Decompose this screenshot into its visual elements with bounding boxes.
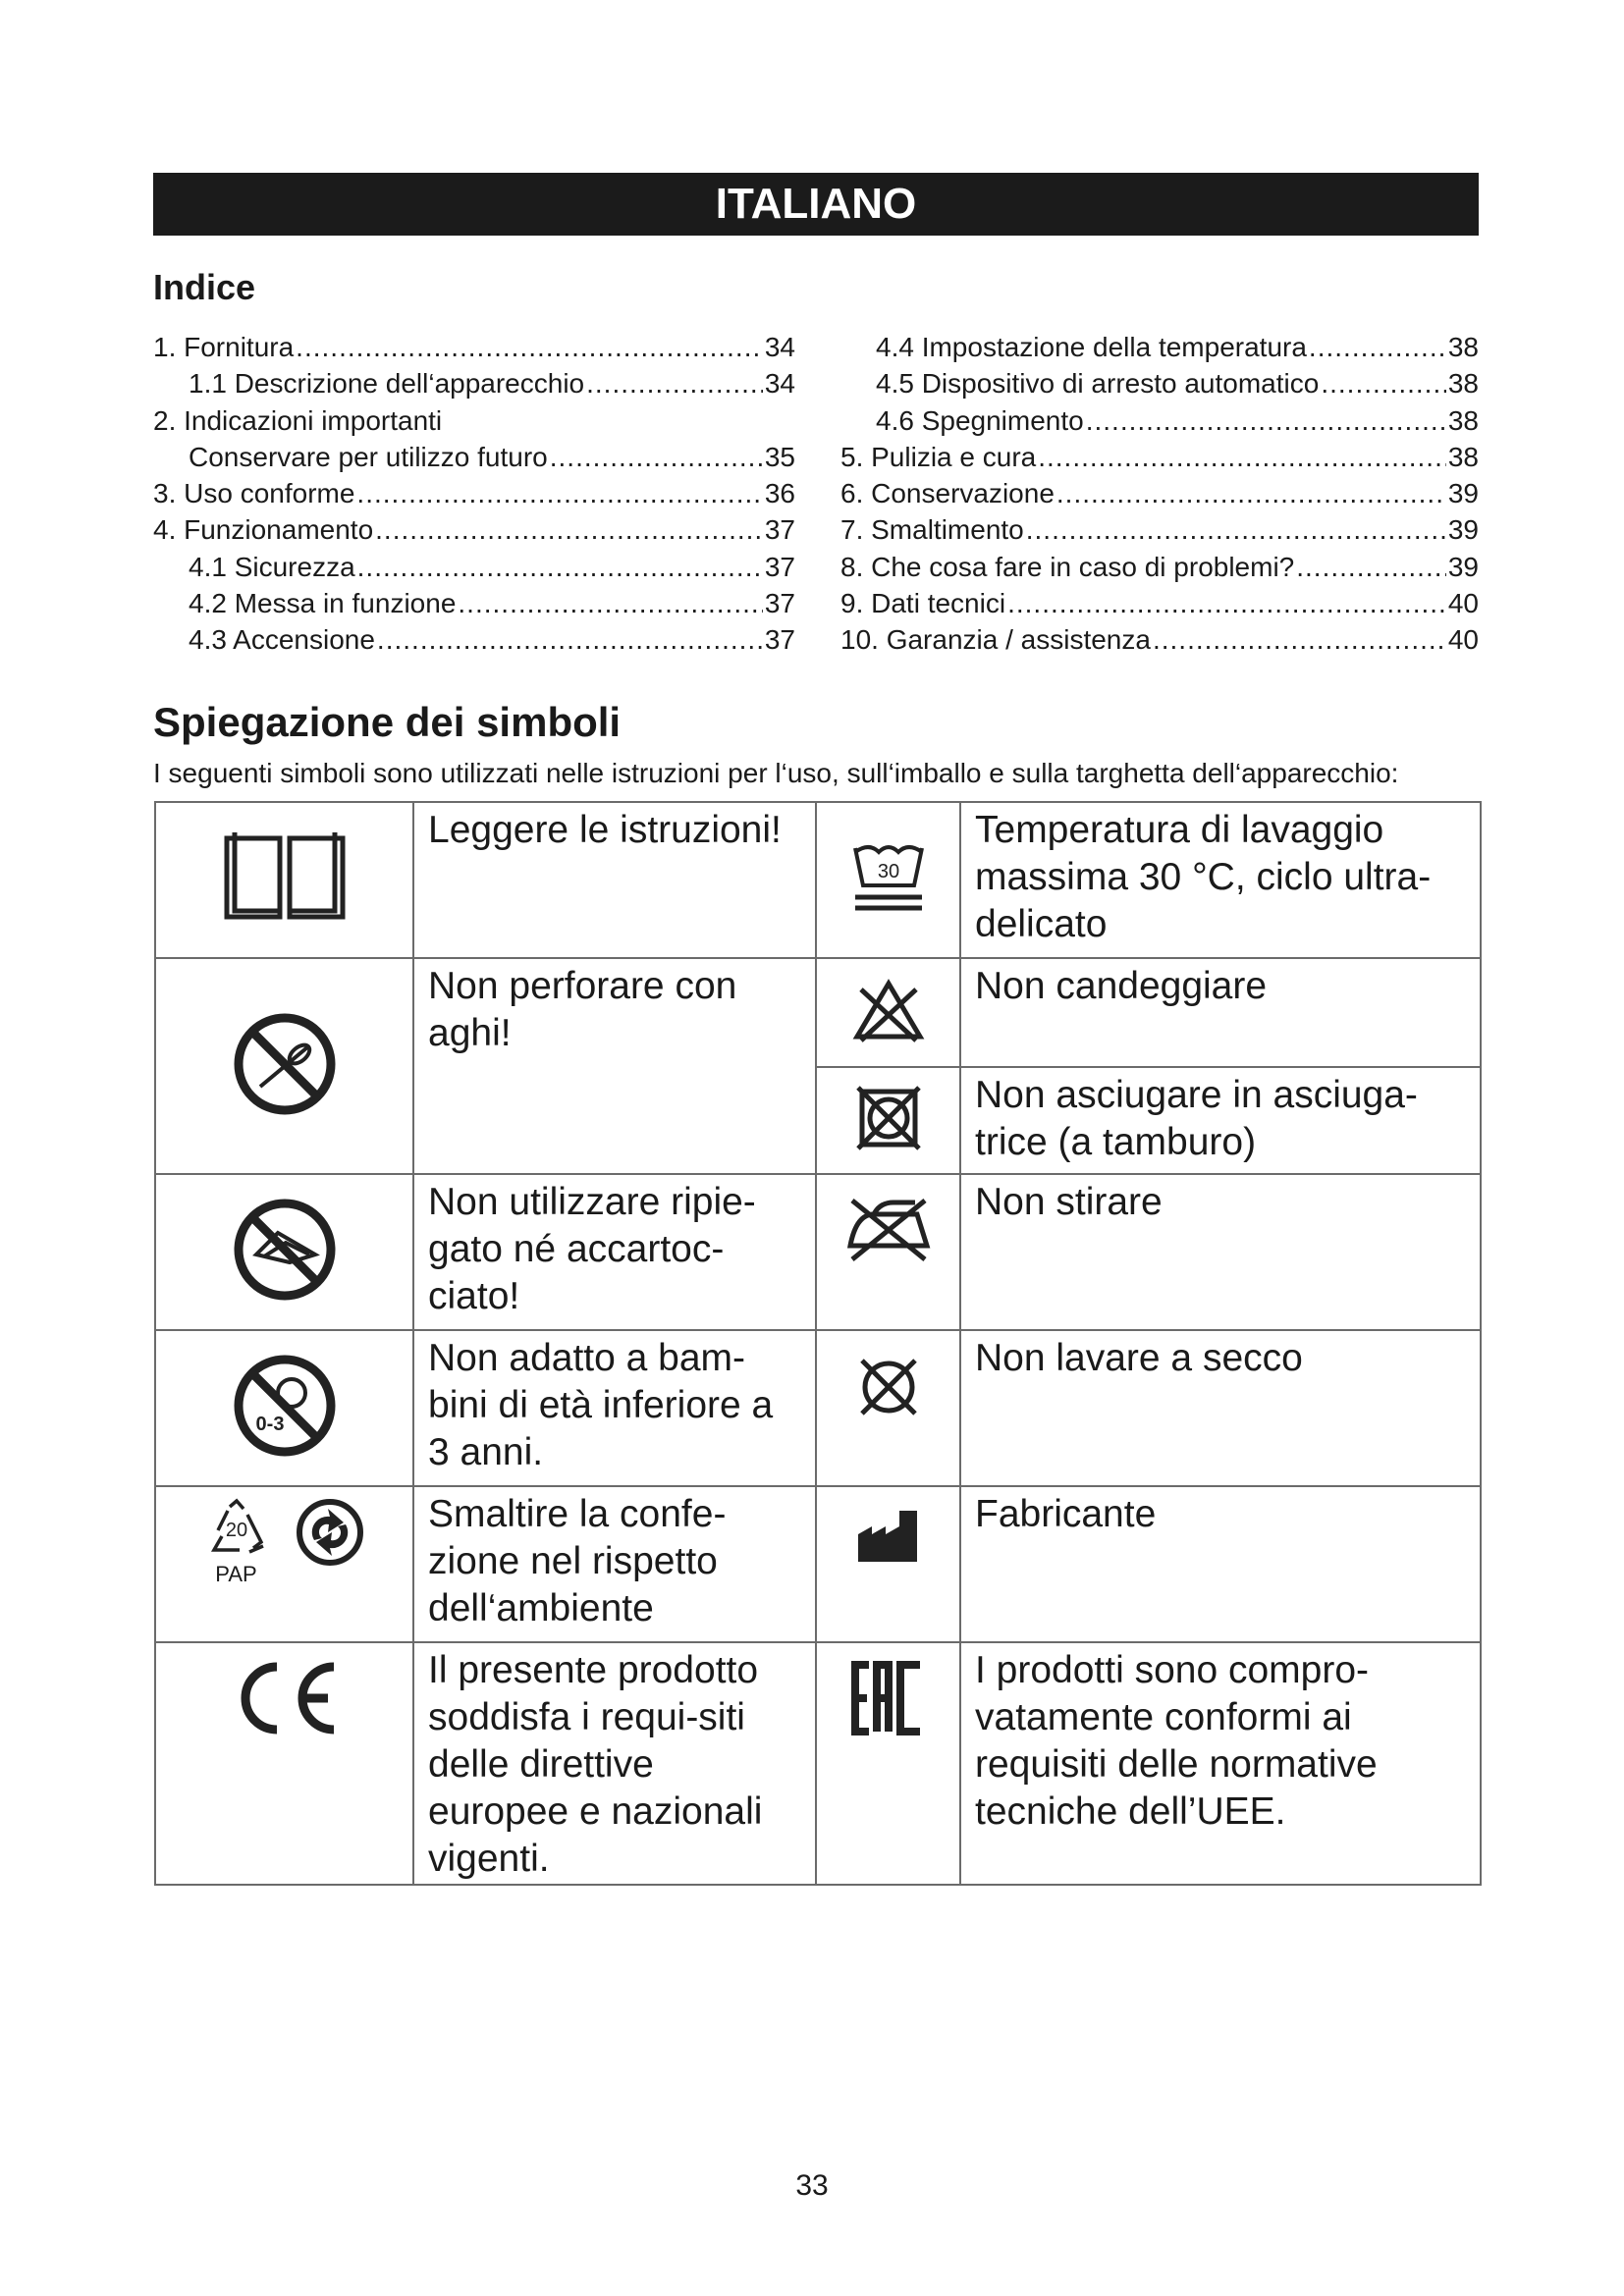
toc-leader (1007, 585, 1446, 621)
toc-entry-label: 6. Conservazione (840, 478, 1055, 509)
toc-leader (1026, 511, 1446, 548)
toc-leader (458, 585, 762, 621)
recycle-icons-cell (155, 1486, 413, 1642)
toc-entry-label: 1. Fornitura (153, 332, 295, 362)
language-banner (153, 173, 1479, 236)
no-needles-icon (231, 1010, 339, 1118)
recycle-triangle-icon (204, 1497, 269, 1558)
toc-entry (840, 329, 1479, 365)
toc-leader (356, 475, 762, 511)
toc-entry-page: 34 (764, 368, 795, 400)
toc-entry-label: 4. Funzionamento (153, 514, 374, 546)
toc-entry (153, 475, 795, 511)
no-children-text: Non adatto a bam-bini di età inferiore a 3 anni. (413, 1330, 816, 1486)
toc-entry-label: 4.2 Messa in funzione (189, 588, 457, 619)
toc-leader (1309, 329, 1446, 365)
toc-entry-page: 38 (1447, 368, 1479, 400)
toc-leader (296, 329, 763, 365)
no-folded-icon-cell (155, 1174, 413, 1330)
no-needles-icon-cell (155, 958, 413, 1174)
toc-entry-label: 10. Garanzia / assistenza (840, 624, 1151, 656)
no-tumble-dry-icon-cell (816, 1067, 960, 1174)
toc-entry-page: 35 (764, 441, 795, 472)
toc-entry-page: 38 (1447, 332, 1479, 362)
toc-leader (550, 439, 763, 475)
toc-entry-label: 4.5 Dispositivo di arresto automatico (876, 368, 1320, 400)
toc-leader (1038, 439, 1446, 475)
recycle-text: Smaltire la confe-zione nel rispetto dell‘ambiente (413, 1486, 816, 1642)
toc-entry-label: 2. Indicazioni importanti (153, 404, 443, 436)
ce-mark-icon (226, 1659, 344, 1737)
toc-entry (840, 549, 1479, 585)
toc-entry-label: 3. Uso conforme (153, 478, 355, 509)
no-tumble-dry-icon (854, 1084, 923, 1152)
toc-entry-page: 37 (764, 588, 795, 619)
book-icon-cell (155, 802, 413, 958)
toc-entry (840, 365, 1479, 401)
toc-entry-page: 38 (1447, 441, 1479, 472)
toc-entry-label: 7. Smaltimento (840, 514, 1024, 546)
toc-entry-label: 1.1 Descrizione dell‘apparecchio (189, 368, 585, 400)
ce-text: Il presente prodotto soddisfa i requi-siti delle direttive europee e nazionali vigenti. (413, 1642, 816, 1885)
no-folded-icon (231, 1196, 339, 1304)
toc-entry-label: 5. Pulizia e cura (840, 441, 1037, 472)
toc-entry (153, 439, 795, 475)
toc-entry-label: 4.4 Impostazione della temperatura (876, 332, 1307, 362)
toc-entry (840, 511, 1479, 548)
manufacturer-icon-cell (816, 1486, 960, 1642)
no-folded-text: Non utilizzare ripie-gato né accartoc-ciato! (413, 1174, 816, 1330)
toc-entry (840, 402, 1479, 439)
manufacturer-text: Fabricante (960, 1486, 1481, 1642)
toc-leader (1321, 365, 1446, 401)
symbols-table (154, 801, 1482, 1886)
toc-entry (153, 585, 795, 621)
symbols-heading: Spiegazione dei simboli (153, 699, 622, 745)
no-dry-clean-icon-cell (816, 1330, 960, 1486)
recycle-material: PAP (215, 1562, 257, 1586)
read-instructions-text: Leggere le istruzioni! (413, 802, 816, 958)
toc-entry (153, 549, 795, 585)
language-title: ITALIANO (715, 180, 917, 228)
toc-left-column (153, 329, 795, 659)
toc-leader (1086, 402, 1446, 439)
toc-leader (586, 365, 763, 401)
toc-leader (377, 621, 763, 658)
toc-entry-page: 39 (1447, 478, 1479, 509)
toc-entry (840, 475, 1479, 511)
book-icon (221, 828, 349, 927)
eac-text: I prodotti sono compro-vatamente conformi ai requisiti delle normative tecniche dell’UEE. (960, 1642, 1481, 1885)
no-bleach-icon (849, 976, 928, 1044)
toc-entry-page: 40 (1447, 624, 1479, 656)
toc-leader (375, 511, 763, 548)
toc-leader (1056, 475, 1446, 511)
toc-entry-label: Conservare per utilizzo futuro (189, 441, 548, 472)
toc-entry-page: 37 (764, 624, 795, 656)
wash-temp-text: Temperatura di lavaggio massima 30 °C, ciclo ultra-delicato (960, 802, 1481, 958)
toc-entry (153, 365, 795, 401)
ce-icon-cell (155, 1642, 413, 1885)
no-bleach-icon-cell (816, 958, 960, 1067)
no-dry-clean-icon (854, 1353, 923, 1421)
toc-entry-page: 39 (1447, 551, 1479, 582)
no-iron-icon (844, 1195, 933, 1263)
no-needles-text: Non perforare con aghi! (413, 958, 816, 1174)
toc-leader (1153, 621, 1446, 658)
toc-entry-page: 39 (1447, 514, 1479, 546)
toc-entry-label: 8. Che cosa fare in caso di problemi? (840, 551, 1295, 582)
toc-entry (153, 329, 795, 365)
toc-heading: Indice (153, 267, 256, 307)
toc-entry-page: 36 (764, 478, 795, 509)
no-children-under-3-icon (231, 1352, 339, 1460)
toc-entry-label: 9. Dati tecnici (840, 588, 1006, 619)
toc-leader (1296, 549, 1446, 585)
toc-entry (840, 585, 1479, 621)
toc-entry-label: 4.3 Accensione (189, 624, 375, 656)
toc-entry (153, 621, 795, 658)
toc-entry-label: 4.6 Spegnimento (876, 404, 1084, 436)
eac-mark-icon (849, 1659, 928, 1737)
factory-icon (854, 1505, 923, 1564)
green-dot-icon (295, 1497, 365, 1568)
recycle-code: 20 (225, 1520, 247, 1541)
toc-entry (840, 439, 1479, 475)
toc-entry-page: 37 (764, 514, 795, 546)
no-iron-text: Non stirare (960, 1174, 1481, 1330)
toc-entry (153, 511, 795, 548)
toc-entry (153, 402, 795, 439)
toc-entry-page: 38 (1447, 404, 1479, 436)
toc-entry-page: 40 (1447, 588, 1479, 619)
toc-entry (840, 621, 1479, 658)
page-number: 33 (795, 2169, 829, 2202)
wash-30-gentle-icon (849, 838, 928, 917)
wash-30-icon-cell (816, 802, 960, 958)
no-children-icon-cell (155, 1330, 413, 1486)
toc-entry-page: 34 (764, 332, 795, 362)
wash-temp-label: 30 (877, 861, 899, 882)
no-bleach-text: Non candeggiare (960, 958, 1481, 1067)
no-tumble-dry-text: Non asciugare in asciuga-trice (a tamburo) (960, 1067, 1481, 1174)
age-label: 0-3 (255, 1414, 284, 1435)
toc-leader (357, 549, 763, 585)
eac-icon-cell (816, 1642, 960, 1885)
no-dry-clean-text: Non lavare a secco (960, 1330, 1481, 1486)
toc-entry-page: 37 (764, 551, 795, 582)
toc-entry-label: 4.1 Sicurezza (189, 551, 355, 582)
symbols-intro: I seguenti simboli sono utilizzati nelle istruzioni per l‘uso, sull‘imballo e sulla targhetta dell‘apparecchio: (153, 758, 1399, 788)
toc-right-column (840, 329, 1479, 659)
no-iron-icon-cell (816, 1174, 960, 1330)
